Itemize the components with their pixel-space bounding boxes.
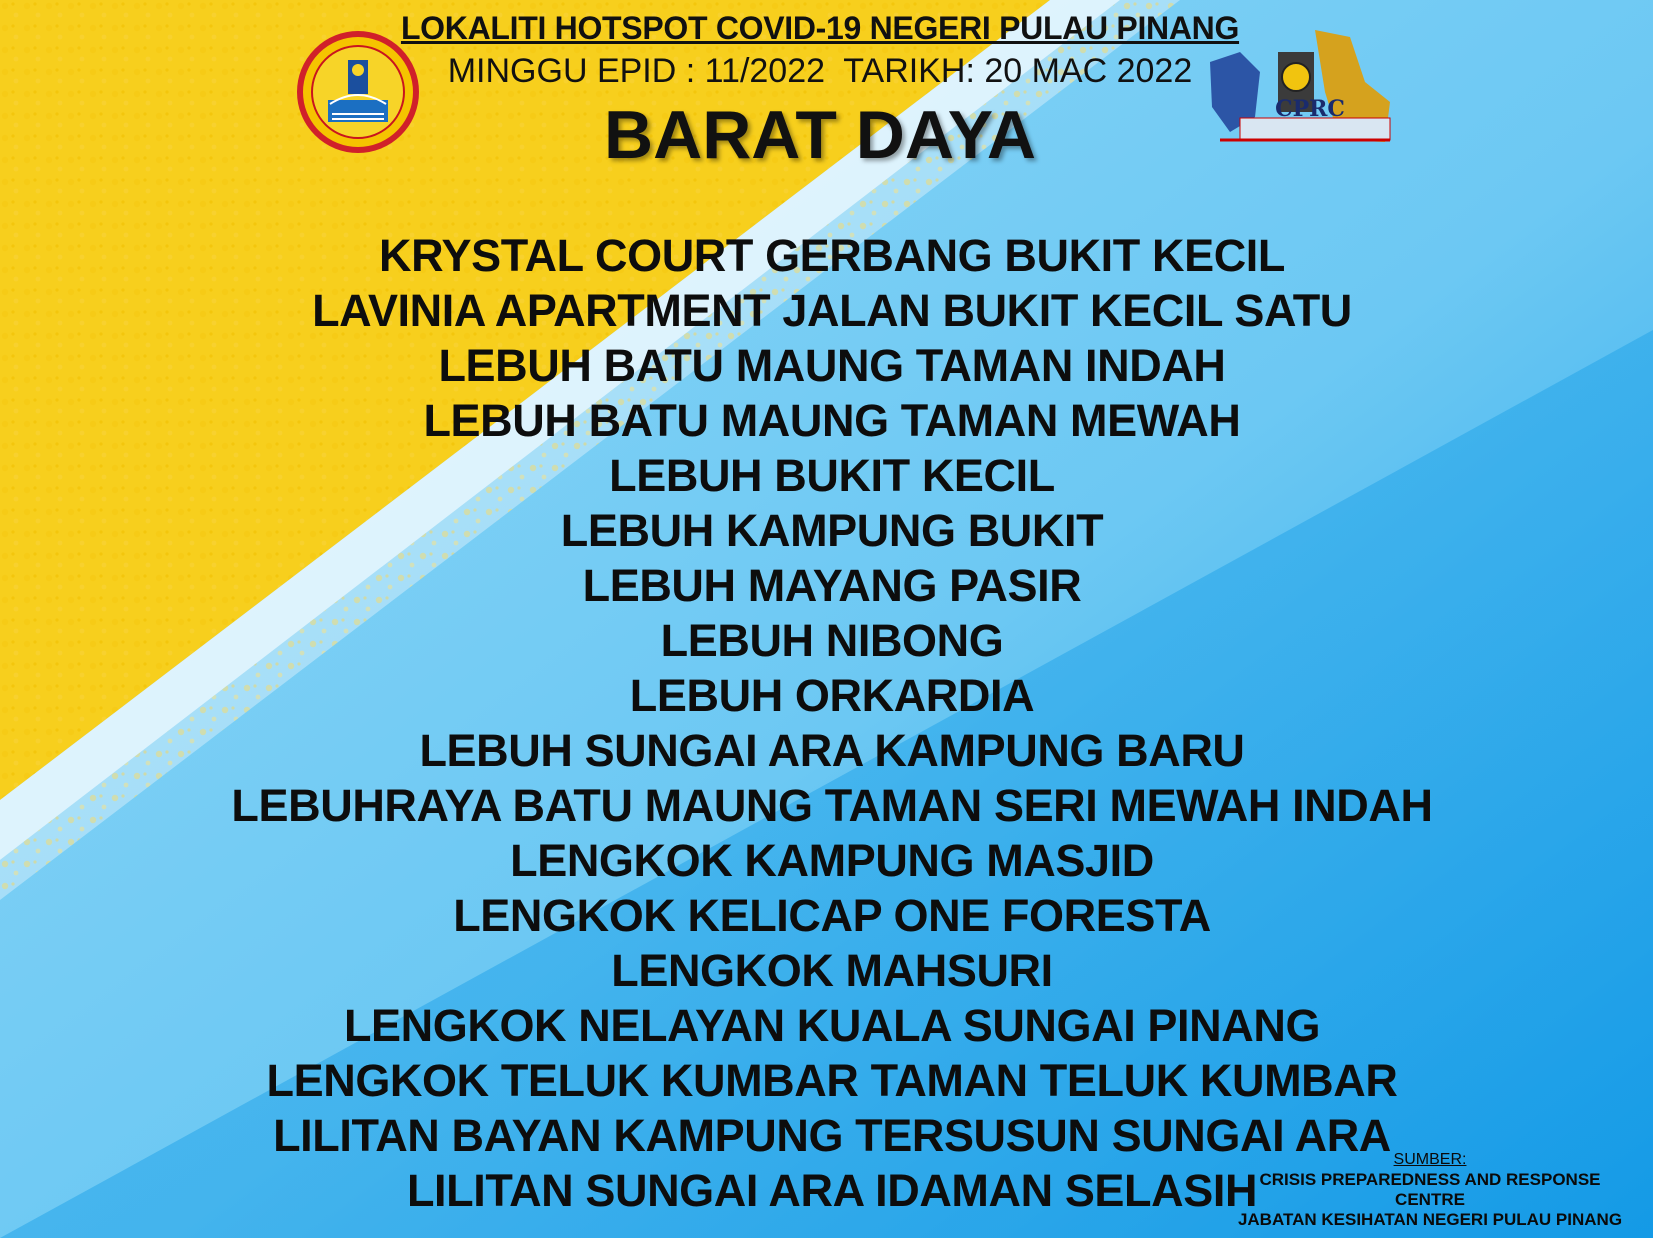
list-item: LEBUH ORKARDIA xyxy=(629,670,1035,721)
source-line-3: JABATAN KESIHATAN NEGERI PULAU PINANG xyxy=(1237,1210,1623,1229)
list-item: LENGKOK TELUK KUMBAR TAMAN TELUK KUMBAR xyxy=(266,1055,1398,1106)
district-name: BARAT DAYA xyxy=(603,97,1036,173)
list-item: LENGKOK KAMPUNG MASJID xyxy=(510,835,1154,886)
hotspot-location-list xyxy=(200,228,1464,1218)
source-line-2: CENTRE xyxy=(1395,1190,1465,1209)
list-item: LEBUH BUKIT KECIL xyxy=(609,450,1055,501)
list-item: LEBUH NIBONG xyxy=(660,615,1004,666)
list-item: LEBUH BATU MAUNG TAMAN MEWAH xyxy=(423,395,1241,446)
source-credit xyxy=(1230,1150,1630,1230)
list-item: LILITAN SUNGAI ARA IDAMAN SELASIH xyxy=(406,1165,1258,1216)
list-item: LEBUH SUNGAI ARA KAMPUNG BARU xyxy=(419,725,1245,776)
list-item: LEBUH MAYANG PASIR xyxy=(582,560,1082,611)
list-item: KRYSTAL COURT GERBANG BUKIT KECIL xyxy=(379,230,1285,281)
page-title: LOKALITI HOTSPOT COVID-19 NEGERI PULAU PINANG xyxy=(400,10,1240,46)
source-line-1: CRISIS PREPAREDNESS AND RESPONSE xyxy=(1259,1170,1601,1189)
list-item: LENGKOK MAHSURI xyxy=(611,945,1053,996)
list-item: LENGKOK KELICAP ONE FORESTA xyxy=(453,890,1211,941)
list-item: LEBUH KAMPUNG BUKIT xyxy=(560,505,1104,556)
list-item: LEBUHRAYA BATU MAUNG TAMAN SERI MEWAH INDAH xyxy=(231,780,1433,831)
list-item: LENGKOK NELAYAN KUALA SUNGAI PINANG xyxy=(343,1000,1321,1051)
list-item: LEBUH BATU MAUNG TAMAN INDAH xyxy=(438,340,1226,391)
list-item: LILITAN BAYAN KAMPUNG TERSUSUN SUNGAI ARA xyxy=(273,1110,1391,1161)
list-item: LAVINIA APARTMENT JALAN BUKIT KECIL SATU xyxy=(312,285,1352,336)
cprc-logo-text: CPRC xyxy=(1275,96,1345,122)
source-heading: SUMBER: xyxy=(1393,1151,1467,1168)
epid-week-date: MINGGU EPID : 11/2022 TARIKH: 20 MAC 2022 xyxy=(447,52,1193,90)
